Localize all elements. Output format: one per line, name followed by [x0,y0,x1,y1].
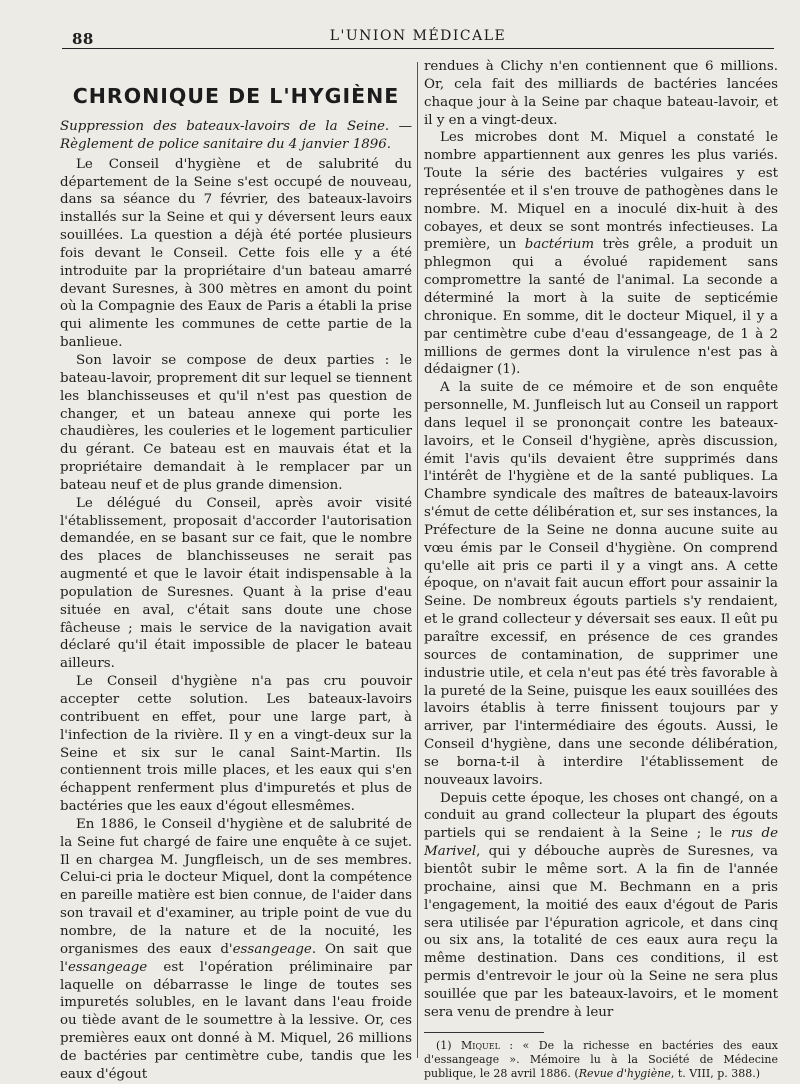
italic-term: essangeage [232,941,312,957]
text-run: . On sait que l' [60,941,412,975]
paragraph: Le Conseil d'hygiène n'a pas cru pouvoir accepter cette solution. Les bateaux-lavoirs contribuent en effet, pour une large part, à l'infection de la rivière. Il y en a vingt-deux sur la Seine et six sur le canal Saint-Martin. Ils contiennent trois mille places, et les eaux qui s'en échappent renferment plus d'impuretés et plus de bactéries que les eaux d'égout ellesmêmes. [60,674,412,815]
footnote [424,1039,778,1081]
text-run: très grêle, a produit un phlegmon qui a évolué rapidement sans compromettre la santé de l'animal. La seconde a déterminé la mort à la suite de septicémie chronique. En somme, dit le docteur Miquel, il y a par centimètre cube d'eau d'essangeage, de 1 à 2 millions de germes dont la virulence n'est pas à dédaigner (1). [424,237,778,378]
footnote-author: Miquel [461,1038,500,1052]
page-header [62,26,774,49]
running-title: L'UNION MÉDICALE [329,28,507,44]
article-subtitle: Suppression des bateaux-lavoirs de la Seine. — Règlement de police sanitaire du 4 janvier 1896. [60,119,412,152]
paragraph: Son lavoir se compose de deux parties : le bateau-lavoir, proprement dit sur lequel se tiennent les blanchisseuses et qu'il n'est pas question de changer, et un bateau annexe qui porte les chaudières, les couleries et le logement particulier du gérant. Ce bateau est en mauvais état et la propriétaire demandait à le remplacer par un bateau neuf et de plus grande dimension. [60,352,412,493]
text-run: Depuis cette époque, les choses ont changé, on a conduit au grand collecteur la plupart des égouts partiels qui se rendaient à la Seine ; le [424,790,778,842]
paragraph [424,790,778,1022]
paragraph-continued: rendues à Clichy n'en contiennent que 6 millions. Or, cela fait des milliards de bactéries lancées chaque jour à la Seine par chaque bateau-lavoir, et il y en a vingt-deux. [424,59,778,128]
left-column [60,58,412,1084]
text-run: est l'opération préliminaire par laquelle on débarrasse le linge de toutes ses impuretés solubles, en le lavant dans l'eau froide ou tiède avant de le soumettre à la lessive. Or, ces premières eaux ont donné à M. Miquel, 26 millions de bactéries par centimètre cube, tandis que les eaux d'égout [60,959,412,1082]
text-run: , t. VIII, p. 388.) [670,1066,761,1080]
italic-term: bactérium [524,237,595,253]
paragraph: Le Conseil d'hygiène et de salubrité du département de la Seine s'est occupé de nouveau, dans sa séance du 7 février, des bateaux-lavoirs installés sur la Seine et qui y déversent leurs eaux souillées. La question a déjà été portée plusieurs fois devant le Conseil. Cette fois elle y a été introduite par la propriétaire d'un bateau amarré devant Suresnes, à 300 mètres en amont du point où la Compagnie des Eaux de Paris a établi la prise qui alimente les communes de cette partie de la banlieue. [60,156,412,351]
section-title: CHRONIQUE DE L'HYGIÈNE [72,84,400,108]
text-run: En 1886, le Conseil d'hygiène et de salubrité de la Seine fut chargé de faire une enquête à ce sujet. Il en chargea M. Jungfleisch, un de ses membres. Celui-ci pria le docteur Miquel, dont la compétence en pareille matière est bien connue, de l'aider dans son travail et d'examiner, au triple point de vue du nombre, de la nature et de la nocuité, les organismes des eaux d' [60,816,412,957]
text-run: Les microbes dont M. Miquel a constaté le nombre appartiennent aux genres les plus variés. Toute la série des bactéries vulgaires y est représentée et il s'en trouve de pathogènes dans le nombre. M. Miquel en a inoculé dix-huit à des cobayes, et deux se sont montrés infectieuses. La première, un [424,130,778,253]
paragraph [424,129,778,379]
right-column [424,58,778,1081]
paragraph: A la suite de ce mémoire et de son enquête personnelle, M. Junfleisch lut au Conseil un rapport dans lequel il se prononçait contre les bateaux-lavoirs, et le Conseil d'hygiène, après discussion, émit l'avis qu'ils devaient être supprimés dans l'intérêt de l'hygiène et de la santé publiques. La Chambre syndicale des maîtres de bateaux-lavoirs s'émut de cette délibération et, sur ses instances, la Préfecture de la Seine ne donna aucune suite au vœu émis par le Conseil d'hygiène. On comprend qu'elle ait pris ce parti il y a vingt ans. A cette époque, on n'avait fait aucun effort pour assainir la Seine. De nombreux égouts partiels s'y rendaient, et le grand collecteur y déversait ses eaux. Il eût pu paraître excessif, en présence de ces grandes sources de contamination, de supprimer une industrie utile, et cela n'eut pas été très favorable à la pureté de la Seine, puisque les eaux souillées des lavoirs établis à terre finissent toujours par y arriver, par l'intermédiaire des égouts. Aussi, le Conseil d'hygiène, dans une seconde délibération, se borna-t-il à interdire l'établissement de nouveaux lavoirs. [424,380,778,788]
paragraph: Le délégué du Conseil, après avoir visité l'établissement, proposait d'accorder l'autorisation demandée, en se basant sur ce fait, que le nombre des places de blanchisseuses ne serait pas augmenté et que le lavoir était indispensable à la population de Suresnes. Quant à la prise d'eau située en aval, c'était sans doute une chose fâcheuse ; mais le service de la navigation avait déclaré qu'il était impossible de placer le bateau ailleurs. [60,495,412,672]
page-number: 88 [72,30,94,48]
italic-term: rus de Marivel [424,826,779,860]
footnote-journal: Revue d'hygiène [578,1066,671,1080]
text-run: : « De la richesse en bactéries des eaux d'essangeage ». Mémoire lu à la Société de Médecine publique, le 28 avril 1886. ( [424,1038,778,1080]
footnote-marker: (1) [436,1038,462,1052]
text-run: , qui y débouche auprès de Suresnes, va bientôt subir le même sort. A la fin de l'année prochaine, ainsi que M. Bechmann en a pris l'engagement, la moitié des eaux d'égout de Paris sera utilisée par l'épuration agricole, et dans cinq ou six ans, la totalité de ces eaux aura reçu la même destination. Dans ces conditions, il est permis d'entrevoir le jour où la Seine ne sera plus souillée que par les bateaux-lavoirs, et le moment sera venu de prendre à leur [424,844,778,1020]
footnote-rule [424,1032,544,1033]
italic-term: essangeage [67,959,148,975]
column-divider [417,62,418,1058]
paragraph [60,816,412,1084]
